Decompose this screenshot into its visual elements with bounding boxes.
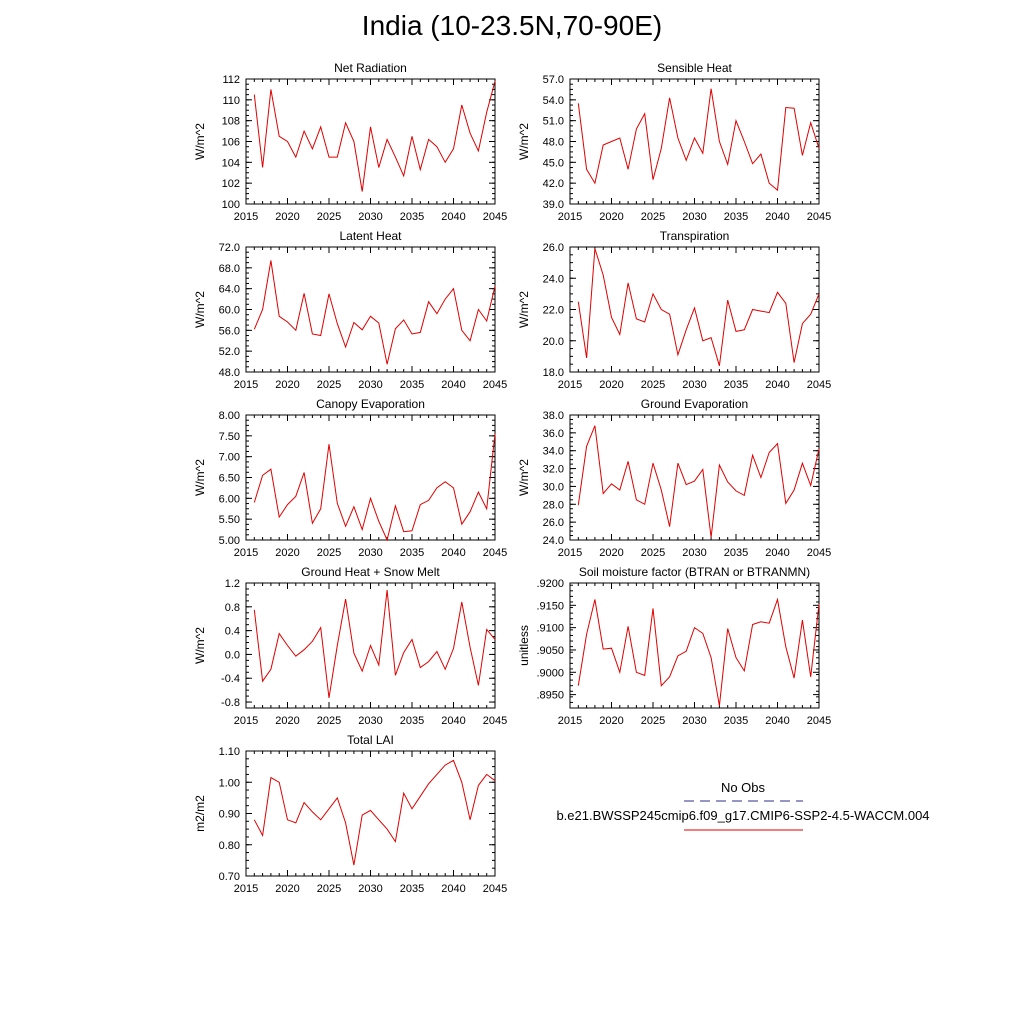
y-axis-label: W/m^2: [517, 123, 531, 160]
y-tick-label: 38.0: [542, 410, 564, 422]
y-tick-label: 30.0: [542, 481, 564, 494]
x-tick-label: 2030: [358, 211, 383, 223]
panel-title: Ground Evaporation: [640, 397, 749, 411]
y-tick-label: 0.70: [218, 871, 240, 883]
y-tick-label: 0.0: [224, 649, 240, 662]
plot-frame: [570, 583, 819, 708]
panel-title: Total LAI: [347, 733, 394, 747]
y-tick-label: 1.00: [218, 777, 240, 790]
y-tick-label: 32.0: [542, 463, 564, 476]
legend-obs-label: No Obs: [720, 780, 766, 795]
x-tick-label: 2015: [557, 379, 583, 391]
series-line: [578, 89, 819, 190]
y-axis-label: m2/m2: [193, 795, 207, 832]
y-tick-label: 0.90: [218, 808, 240, 821]
x-tick-label: 2030: [682, 547, 707, 559]
x-tick-label: 2045: [482, 211, 508, 223]
panel-title: Net Radiation: [334, 61, 407, 75]
panel-title: Sensible Heat: [657, 61, 732, 75]
x-tick-label: 2040: [441, 715, 466, 727]
x-tick-label: 2035: [723, 379, 749, 391]
y-tick-label: 28.0: [542, 499, 564, 512]
x-tick-label: 2025: [316, 547, 342, 559]
panel-3: [193, 229, 507, 391]
x-tick-label: 2030: [358, 715, 383, 727]
x-tick-label: 2020: [599, 211, 624, 223]
plot-frame: [246, 415, 495, 540]
panel-9: [193, 733, 507, 895]
y-tick-label: 39.0: [542, 199, 564, 211]
x-tick-label: 2020: [275, 715, 300, 727]
y-axis-label: W/m^2: [517, 291, 531, 328]
y-tick-label: 1.2: [224, 578, 240, 590]
y-tick-label: 104: [221, 157, 240, 170]
series-line: [254, 590, 495, 698]
x-tick-label: 2020: [275, 883, 300, 895]
y-axis-label: W/m^2: [193, 627, 207, 664]
y-tick-label: 0.8: [224, 601, 240, 614]
x-tick-label: 2030: [682, 715, 707, 727]
x-tick-label: 2025: [316, 379, 342, 391]
x-tick-label: 2015: [233, 883, 259, 895]
panel-title: Canopy Evaporation: [316, 397, 425, 411]
x-tick-label: 2025: [640, 547, 666, 559]
x-tick-label: 2015: [233, 547, 259, 559]
y-tick-label: .9050: [536, 644, 564, 657]
y-tick-label: 20.0: [542, 335, 564, 348]
x-tick-label: 2045: [806, 715, 832, 727]
y-tick-label: 52.0: [218, 346, 240, 359]
x-tick-label: 2020: [599, 379, 624, 391]
x-tick-label: 2030: [682, 379, 707, 391]
x-tick-label: 2015: [233, 379, 259, 391]
y-tick-label: 26.0: [542, 517, 564, 530]
y-tick-label: 100: [221, 199, 240, 211]
y-tick-label: 5.50: [218, 514, 240, 527]
x-tick-label: 2045: [482, 547, 508, 559]
panel-title: Latent Heat: [339, 229, 402, 243]
y-tick-label: 36.0: [542, 427, 564, 440]
series-line: [578, 249, 819, 366]
y-tick-label: 54.0: [542, 94, 564, 107]
y-tick-label: 112: [222, 74, 240, 86]
x-tick-label: 2020: [599, 715, 624, 727]
y-axis-label: W/m^2: [193, 459, 207, 496]
y-tick-label: 56.0: [218, 325, 240, 338]
x-tick-label: 2040: [441, 211, 466, 223]
x-tick-label: 2015: [557, 547, 583, 559]
x-tick-label: 2030: [682, 211, 707, 223]
series-line: [254, 81, 495, 191]
y-tick-label: 110: [222, 94, 240, 107]
panel-title: Soil moisture factor (BTRAN or BTRANMN): [578, 565, 811, 579]
x-tick-label: 2040: [441, 379, 466, 391]
y-tick-label: .9200: [536, 578, 564, 590]
y-tick-label: 48.0: [542, 136, 564, 149]
y-tick-label: 7.50: [218, 430, 240, 443]
y-tick-label: -0.4: [221, 673, 240, 686]
y-tick-label: 5.00: [218, 535, 240, 547]
y-tick-label: 48.0: [218, 367, 240, 379]
x-tick-label: 2025: [316, 883, 342, 895]
panel-7: [193, 565, 507, 727]
series-line: [254, 760, 495, 865]
y-tick-label: 34.0: [542, 445, 564, 458]
panel-8: [517, 565, 831, 727]
y-tick-label: 6.50: [218, 472, 240, 485]
series-line: [254, 261, 495, 365]
y-tick-label: 68.0: [218, 262, 240, 275]
y-tick-label: 51.0: [542, 115, 564, 128]
panel-6: [517, 397, 831, 559]
panel-title: Transpiration: [659, 229, 730, 243]
plot-frame: [246, 751, 495, 876]
x-tick-label: 2035: [723, 547, 749, 559]
series-line: [254, 434, 495, 540]
series-line: [578, 426, 819, 538]
x-tick-label: 2020: [275, 379, 300, 391]
x-tick-label: 2025: [640, 379, 666, 391]
x-tick-label: 2040: [765, 715, 790, 727]
x-tick-label: 2040: [441, 883, 466, 895]
panel-title: Ground Heat + Snow Melt: [301, 565, 440, 579]
y-tick-label: 0.80: [218, 839, 240, 852]
x-tick-label: 2045: [482, 379, 508, 391]
y-tick-label: 45.0: [542, 157, 564, 170]
x-tick-label: 2035: [399, 547, 425, 559]
y-tick-label: 8.00: [218, 410, 240, 422]
x-tick-label: 2035: [399, 211, 425, 223]
x-tick-label: 2020: [275, 547, 300, 559]
y-axis-label: W/m^2: [517, 459, 531, 496]
x-tick-label: 2045: [806, 547, 832, 559]
x-tick-label: 2030: [358, 379, 383, 391]
y-tick-label: 0.4: [224, 625, 240, 638]
y-axis-label: W/m^2: [193, 291, 207, 328]
y-axis-label: unitless: [517, 625, 531, 666]
x-tick-label: 2045: [482, 883, 508, 895]
y-tick-label: 102: [221, 178, 240, 191]
y-tick-label: 24.0: [542, 273, 564, 286]
panel-4: [517, 229, 831, 391]
x-tick-label: 2045: [806, 379, 832, 391]
x-tick-label: 2035: [399, 883, 425, 895]
y-tick-label: .9150: [536, 600, 564, 613]
y-tick-label: .9000: [536, 667, 564, 680]
x-tick-label: 2025: [316, 715, 342, 727]
x-tick-label: 2035: [723, 211, 749, 223]
y-tick-label: 26.0: [542, 242, 564, 254]
panel-2: [517, 61, 831, 223]
x-tick-label: 2030: [358, 883, 383, 895]
y-tick-label: 57.0: [542, 74, 564, 86]
x-tick-label: 2040: [441, 547, 466, 559]
plot-frame: [570, 79, 819, 204]
y-axis-label: W/m^2: [193, 123, 207, 160]
x-tick-label: 2035: [399, 715, 425, 727]
x-tick-label: 2025: [640, 211, 666, 223]
x-tick-label: 2015: [557, 715, 583, 727]
series-line: [578, 600, 819, 706]
x-tick-label: 2035: [723, 715, 749, 727]
y-tick-label: 108: [221, 115, 240, 128]
panel-1: [193, 61, 507, 223]
plot-frame: [570, 415, 819, 540]
y-tick-label: 6.00: [218, 493, 240, 506]
x-tick-label: 2020: [599, 547, 624, 559]
y-tick-label: 22.0: [542, 304, 564, 317]
x-tick-label: 2030: [358, 547, 383, 559]
x-tick-label: 2015: [233, 715, 259, 727]
x-tick-label: 2025: [640, 715, 666, 727]
x-tick-label: 2045: [482, 715, 508, 727]
x-tick-label: 2025: [316, 211, 342, 223]
x-tick-label: 2015: [233, 211, 259, 223]
y-tick-label: 64.0: [218, 283, 240, 296]
x-tick-label: 2020: [275, 211, 300, 223]
plot-frame: [246, 79, 495, 204]
y-tick-label: 72.0: [218, 242, 240, 254]
y-tick-label: 24.0: [542, 535, 564, 547]
y-tick-label: -0.8: [221, 697, 240, 710]
x-tick-label: 2040: [765, 379, 790, 391]
y-tick-label: .9100: [536, 622, 564, 635]
x-tick-label: 2035: [399, 379, 425, 391]
y-tick-label: 1.10: [218, 746, 240, 758]
x-tick-label: 2045: [806, 211, 832, 223]
x-tick-label: 2040: [765, 211, 790, 223]
page-title: India (10-23.5N,70-90E): [361, 10, 663, 41]
y-tick-label: 42.0: [542, 178, 564, 191]
y-tick-label: 18.0: [542, 367, 564, 379]
y-tick-label: .8950: [536, 689, 564, 702]
y-tick-label: 106: [221, 136, 240, 149]
y-tick-label: 7.00: [218, 451, 240, 464]
legend: [556, 780, 929, 830]
x-tick-label: 2040: [765, 547, 790, 559]
x-tick-label: 2015: [557, 211, 583, 223]
panel-5: [193, 397, 507, 559]
legend-model-label: b.e21.BWSSP245cmip6.f09_g17.CMIP6-SSP2-4.5-WACCM.004: [556, 808, 930, 823]
y-tick-label: 60.0: [218, 304, 240, 317]
